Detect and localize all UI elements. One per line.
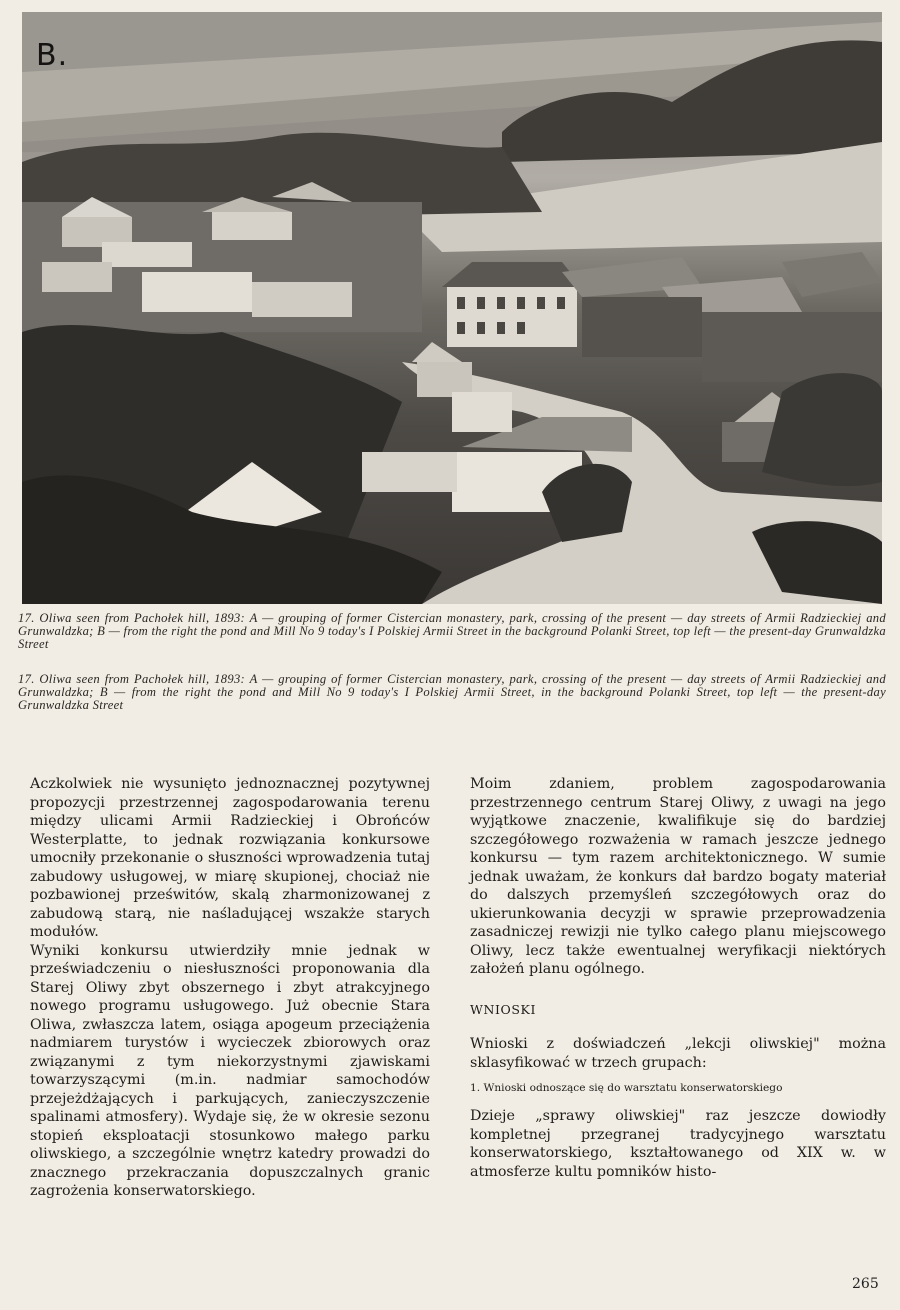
paragraph: Aczkolwiek nie wysunięto jednoznacznej pozytywnej propozycji przestrzennej zagospodarowania terenu między ulicami Armii Radzieckiej i Obrońców Westerplatte, to jednak rozwiązania konkursowe umocniły przekonanie o słuszności wprowadzenia tutaj zabudowy usługowej, w miarę skupionej, chociaż nie pozbawionej prześwitów, skalą zharmonizowanej z zabudową starą, nie naśladującej wszakże starych modułów. — [30, 776, 430, 940]
historical-photo — [22, 12, 882, 604]
left-column — [30, 775, 430, 1201]
subsection-heading: 1. Wnioski odnoszące się do warsztatu konserwatorskiego — [470, 1082, 783, 1094]
right-column — [470, 775, 886, 1181]
figure-caption-repeat: 17. Oliwa seen from Pachołek hill, 1893: A — grouping of former Cistercian monastery, park, crossing of the present — day streets of Armii Radzieckiej and Grunwaldzka; B — from the right the pond and Mill No 9 today's I Polskiej Armii Street, in the background Polanki Street, top left — the present-day Grunwaldzka Street — [18, 672, 886, 712]
figure-caption: 17. Oliwa seen from Pachołek hill, 1893: A — grouping of former Cistercian monastery, park, crossing of the present — day streets of Armii Radzieckiej and Grunwaldzka; B — from the right the pond and Mill No 9 today's I Polskiej Armii Street in the background Polanki Street, top left — the present-day Grunwaldzka Street — [18, 611, 886, 651]
paragraph: Moim zdaniem, problem zagospodarowania przestrzennego centrum Starej Oliwy, z uwagi na jego wyjątkowe znaczenie, kwalifikuje się do bardziej szczegółowego rozważenia w ramach jeszcze jednego konkursu — tym razem architektonicznego. W sumie jednak uważam, że konkurs dał bardzo bogaty materiał do dalszych przemyśleń szczegółowych oraz do ukierunkowania decyzji w sprawie przeprowadzenia zasadniczej rewizji nie tylko całego planu miejscowego Oliwy, lecz także ewentualnej weryfikacji niektórych założeń planu ogólnego. — [470, 776, 886, 977]
photo-illustration — [22, 12, 882, 604]
page-number: 265 — [852, 1276, 879, 1292]
paragraph: Wnioski z doświadczeń „lekcji oliwskiej" można sklasyfikować w trzech grupach: — [470, 1036, 886, 1071]
photo-label: B. — [36, 38, 69, 73]
section-heading: WNIOSKI — [470, 1001, 537, 1017]
paragraph: Dzieje „sprawy oliwskiej" raz jeszcze dowiodły kompletnej przegranej tradycyjnego warsztatu konserwatorskiego, kształtowanego od XIX w. w atmosferze kultu pomników histo- — [470, 1108, 886, 1180]
paragraph: Wyniki konkursu utwierdziły mnie jednak w przeświadczeniu o niesłuszności proponowania dla Starej Oliwy zbyt obszernego i zbyt atrakcyjnego nowego programu usługowego. Już obecnie Stara Oliwa, zwłaszcza latem, osiąga apogeum przeciążenia nadmiarem turystów i wycieczek zbiorowych oraz związanymi z tym niekorzystnymi zjawiskami towarzyszącymi (m.in. nadmiar samochodów przejeżdżających i parkujących, zanieczyszczenie spalinami atmosfery). Wydaje się, że w okresie sezonu stopień eksploatacji stosunkowo małego parku oliwskiego, a szczególnie wnętrz katedry prowadzi do znacznego przekraczania dopuszczalnych granic zagrożenia konserwatorskiego. — [30, 942, 430, 1199]
